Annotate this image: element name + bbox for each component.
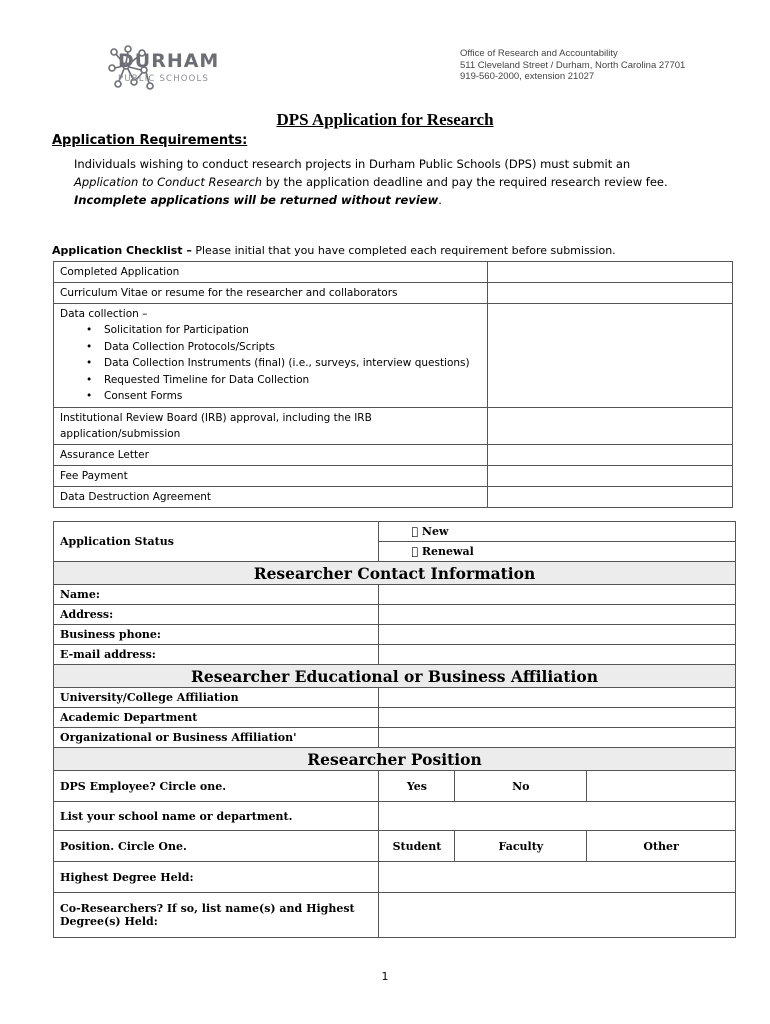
table-row: Data collection – • Solicitation for Participation • Data Collection Protocols/Scripts • Data Collection Instruments (final) (i.e., surveys, interview questions) • Requested Timeline for Data Collection • Consent Forms [54, 304, 733, 408]
initial-field[interactable] [488, 486, 733, 507]
list-item: • Consent Forms [104, 388, 481, 405]
blank-cell [587, 771, 736, 802]
researcher-form [53, 521, 736, 938]
section-contact: Researcher Contact Information [54, 562, 736, 585]
organization-field[interactable] [379, 728, 736, 748]
page-title: DPS Application for Research [276, 110, 494, 129]
field-label: Organizational or Business Affiliation' [54, 728, 379, 748]
requirements-line: Application to Conduct Research by the application deadline and pay the required research review fee. [74, 175, 668, 189]
status-label: Application Status [54, 522, 379, 562]
page-number: 1 [381, 970, 389, 983]
school-field[interactable] [379, 802, 736, 831]
table-row: Completed Application [54, 262, 733, 283]
list-item: • Requested Timeline for Data Collection [104, 372, 481, 389]
field-label: Co-Researchers? If so, list name(s) and Highest Degree(s) Held: [54, 893, 379, 938]
table-row: Institutional Review Board (IRB) approval, including the IRB application/submission [54, 407, 733, 444]
list-item: • Data Collection Instruments (final) (i.e., surveys, interview questions) [104, 355, 481, 372]
field-label: Business phone: [54, 625, 379, 645]
phone-field[interactable] [379, 625, 736, 645]
initial-field[interactable] [488, 262, 733, 283]
initial-field[interactable] [488, 465, 733, 486]
status-new-checkbox[interactable]:   New [379, 522, 736, 542]
name-field[interactable] [379, 585, 736, 605]
list-item: • Data Collection Protocols/Scripts [104, 339, 481, 356]
co-researchers-field[interactable] [379, 893, 736, 938]
field-label: DPS Employee? Circle one. [54, 771, 379, 802]
student-option[interactable]: Student [379, 831, 455, 862]
field-label: Position. Circle One. [54, 831, 379, 862]
table-row: Fee Payment [54, 465, 733, 486]
table-row: Assurance Letter [54, 444, 733, 465]
logo-name: DURHAM [118, 50, 220, 72]
field-label: E-mail address: [54, 645, 379, 665]
table-row: Data Destruction Agreement [54, 486, 733, 507]
yes-option[interactable]: Yes [379, 771, 455, 802]
department-field[interactable] [379, 708, 736, 728]
office-line: 511 Cleveland Street / Durham, North Carolina 27701 [460, 59, 686, 71]
checklist-heading: Application Checklist – Please initial that you have completed each requirement before submission. [52, 244, 616, 257]
logo-subtitle: PUBLIC SCHOOLS [118, 74, 210, 84]
section-position: Researcher Position [54, 748, 736, 771]
initial-field[interactable] [488, 283, 733, 304]
initial-field[interactable] [488, 304, 733, 408]
email-field[interactable] [379, 645, 736, 665]
field-label: List your school name or department. [54, 802, 379, 831]
initial-field[interactable] [488, 407, 733, 444]
requirements-text [74, 155, 714, 209]
university-field[interactable] [379, 688, 736, 708]
faculty-option[interactable]: Faculty [455, 831, 587, 862]
degree-field[interactable] [379, 862, 736, 893]
address-field[interactable] [379, 605, 736, 625]
list-item: • Solicitation for Participation [104, 322, 481, 339]
logo-text [118, 51, 219, 84]
initial-field[interactable] [488, 444, 733, 465]
other-option[interactable]: Other [587, 831, 736, 862]
table-row: Curriculum Vitae or resume for the researcher and collaborators [54, 283, 733, 304]
office-address [460, 48, 685, 83]
field-label: Highest Degree Held: [54, 862, 379, 893]
office-line: Office of Research and Accountability [460, 48, 618, 59]
status-renewal-checkbox[interactable]:   Renewal [379, 542, 736, 562]
section-affiliation: Researcher Educational or Business Affiliation [54, 665, 736, 688]
requirements-line: Incomplete applications will be returned without review. [74, 193, 442, 207]
field-label: University/College Affiliation [54, 688, 379, 708]
office-line: 919-560-2000, extension 21027 [460, 71, 595, 82]
field-label: Academic Department [54, 708, 379, 728]
application-checklist [53, 261, 733, 508]
requirements-line: Individuals wishing to conduct research projects in Durham Public Schools (DPS) must submit an [74, 157, 631, 171]
requirements-heading: Application Requirements: [52, 133, 248, 148]
no-option[interactable]: No [455, 771, 587, 802]
field-label: Address: [54, 605, 379, 625]
field-label: Name: [54, 585, 379, 605]
